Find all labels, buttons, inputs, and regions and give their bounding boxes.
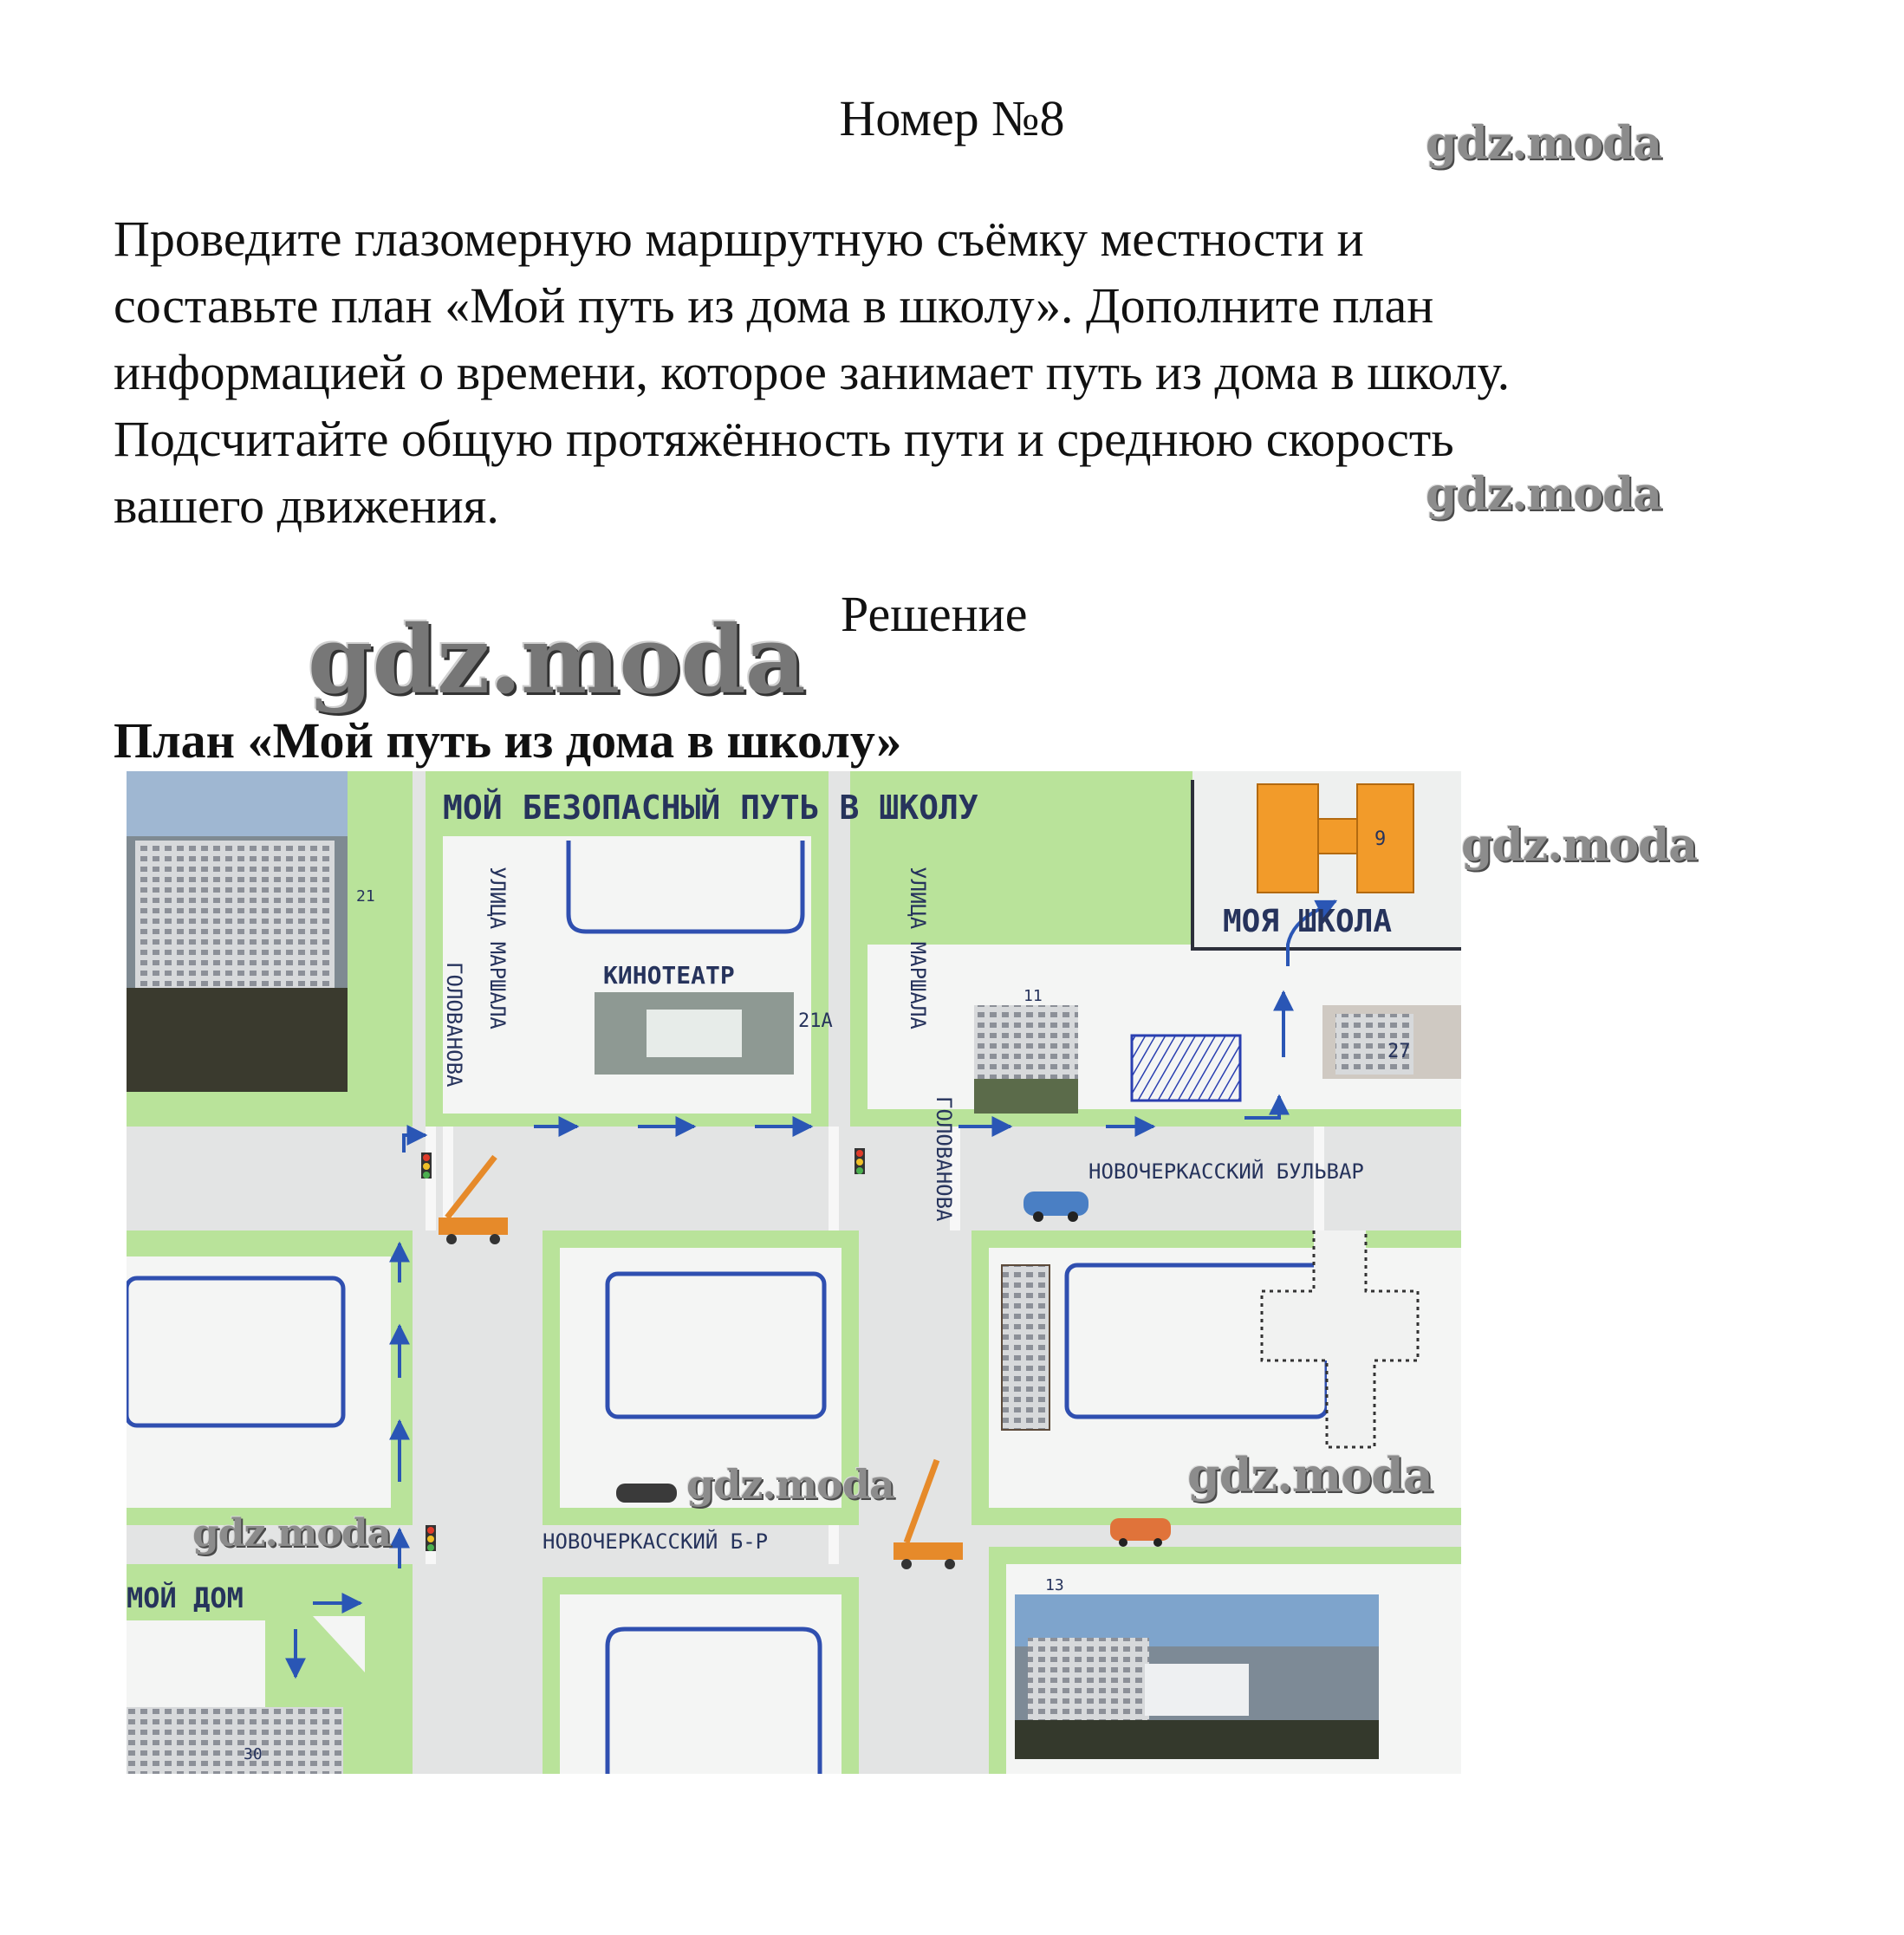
- task-number: Номер №8: [839, 90, 1065, 146]
- home-label: МОЙ ДОМ: [127, 1581, 244, 1614]
- photo-house-11: [974, 1005, 1078, 1114]
- street-marshal-label: УЛИЦА МАРШАЛА: [485, 867, 510, 1029]
- street-marshal-label: УЛИЦА МАРШАЛА: [906, 867, 930, 1029]
- house-number: 13: [1045, 1576, 1064, 1594]
- boulevard-top-label: НОВОЧЕРКАССКИЙ БУЛЬВАР: [1088, 1159, 1364, 1184]
- map-title: МОЙ БЕЗОПАСНЫЙ ПУТЬ В ШКОЛУ: [443, 789, 978, 827]
- block-middle-left: [127, 1230, 413, 1525]
- cinema-label: КИНОТЕАТР: [603, 961, 735, 990]
- plan-title: План «Мой путь из дома в школу»: [114, 712, 902, 769]
- house-number: 30: [244, 1745, 263, 1763]
- street-golovanova-label: ГОЛОВАНОВА: [442, 962, 466, 1088]
- school-number: 9: [1374, 828, 1387, 850]
- watermark: gdz.moda: [1187, 1447, 1433, 1503]
- photo-house-13: [1015, 1594, 1379, 1759]
- task-line: Подсчитайте общую протяжённость пути и среднюю скорость: [114, 411, 1454, 467]
- watermark: gdz.moda: [308, 606, 805, 715]
- boulevard-bottom-label: НОВОЧЕРКАССКИЙ Б-Р: [543, 1529, 769, 1554]
- block-bottom-center: [543, 1577, 859, 1774]
- house-number: 27: [1387, 1041, 1411, 1062]
- watermark: gdz.moda: [686, 1461, 894, 1508]
- task-line: составьте план «Мой путь из дома в школу». Дополните план: [114, 277, 1434, 334]
- route-map: [127, 771, 1461, 1774]
- watermark: gdz.moda: [1426, 468, 1662, 521]
- street-golovanova-label: ГОЛОВАНОВА: [932, 1096, 956, 1222]
- cinema-number: 21А: [798, 1010, 833, 1032]
- photo-home-building: [127, 771, 348, 1092]
- route-map-drawing: [127, 771, 1461, 1774]
- solution-label: Решение: [841, 586, 1028, 642]
- task-line: вашего движения.: [114, 477, 499, 534]
- photo-cinema: [595, 992, 794, 1075]
- watermark: gdz.moda: [192, 1511, 392, 1555]
- task-line: информацией о времени, которое занимает путь из дома в школу.: [114, 344, 1511, 400]
- hatched-building: [1132, 1036, 1240, 1101]
- watermark: gdz.moda: [1426, 117, 1662, 170]
- school-label: МОЯ ШКОЛА: [1223, 904, 1393, 939]
- house-number: 11: [1023, 987, 1043, 1005]
- house-number: 21: [356, 887, 375, 906]
- task-line: Проведите глазомерную маршрутную съёмку местности и: [114, 211, 1364, 267]
- watermark: gdz.moda: [1461, 819, 1698, 872]
- car-icon: [616, 1484, 677, 1503]
